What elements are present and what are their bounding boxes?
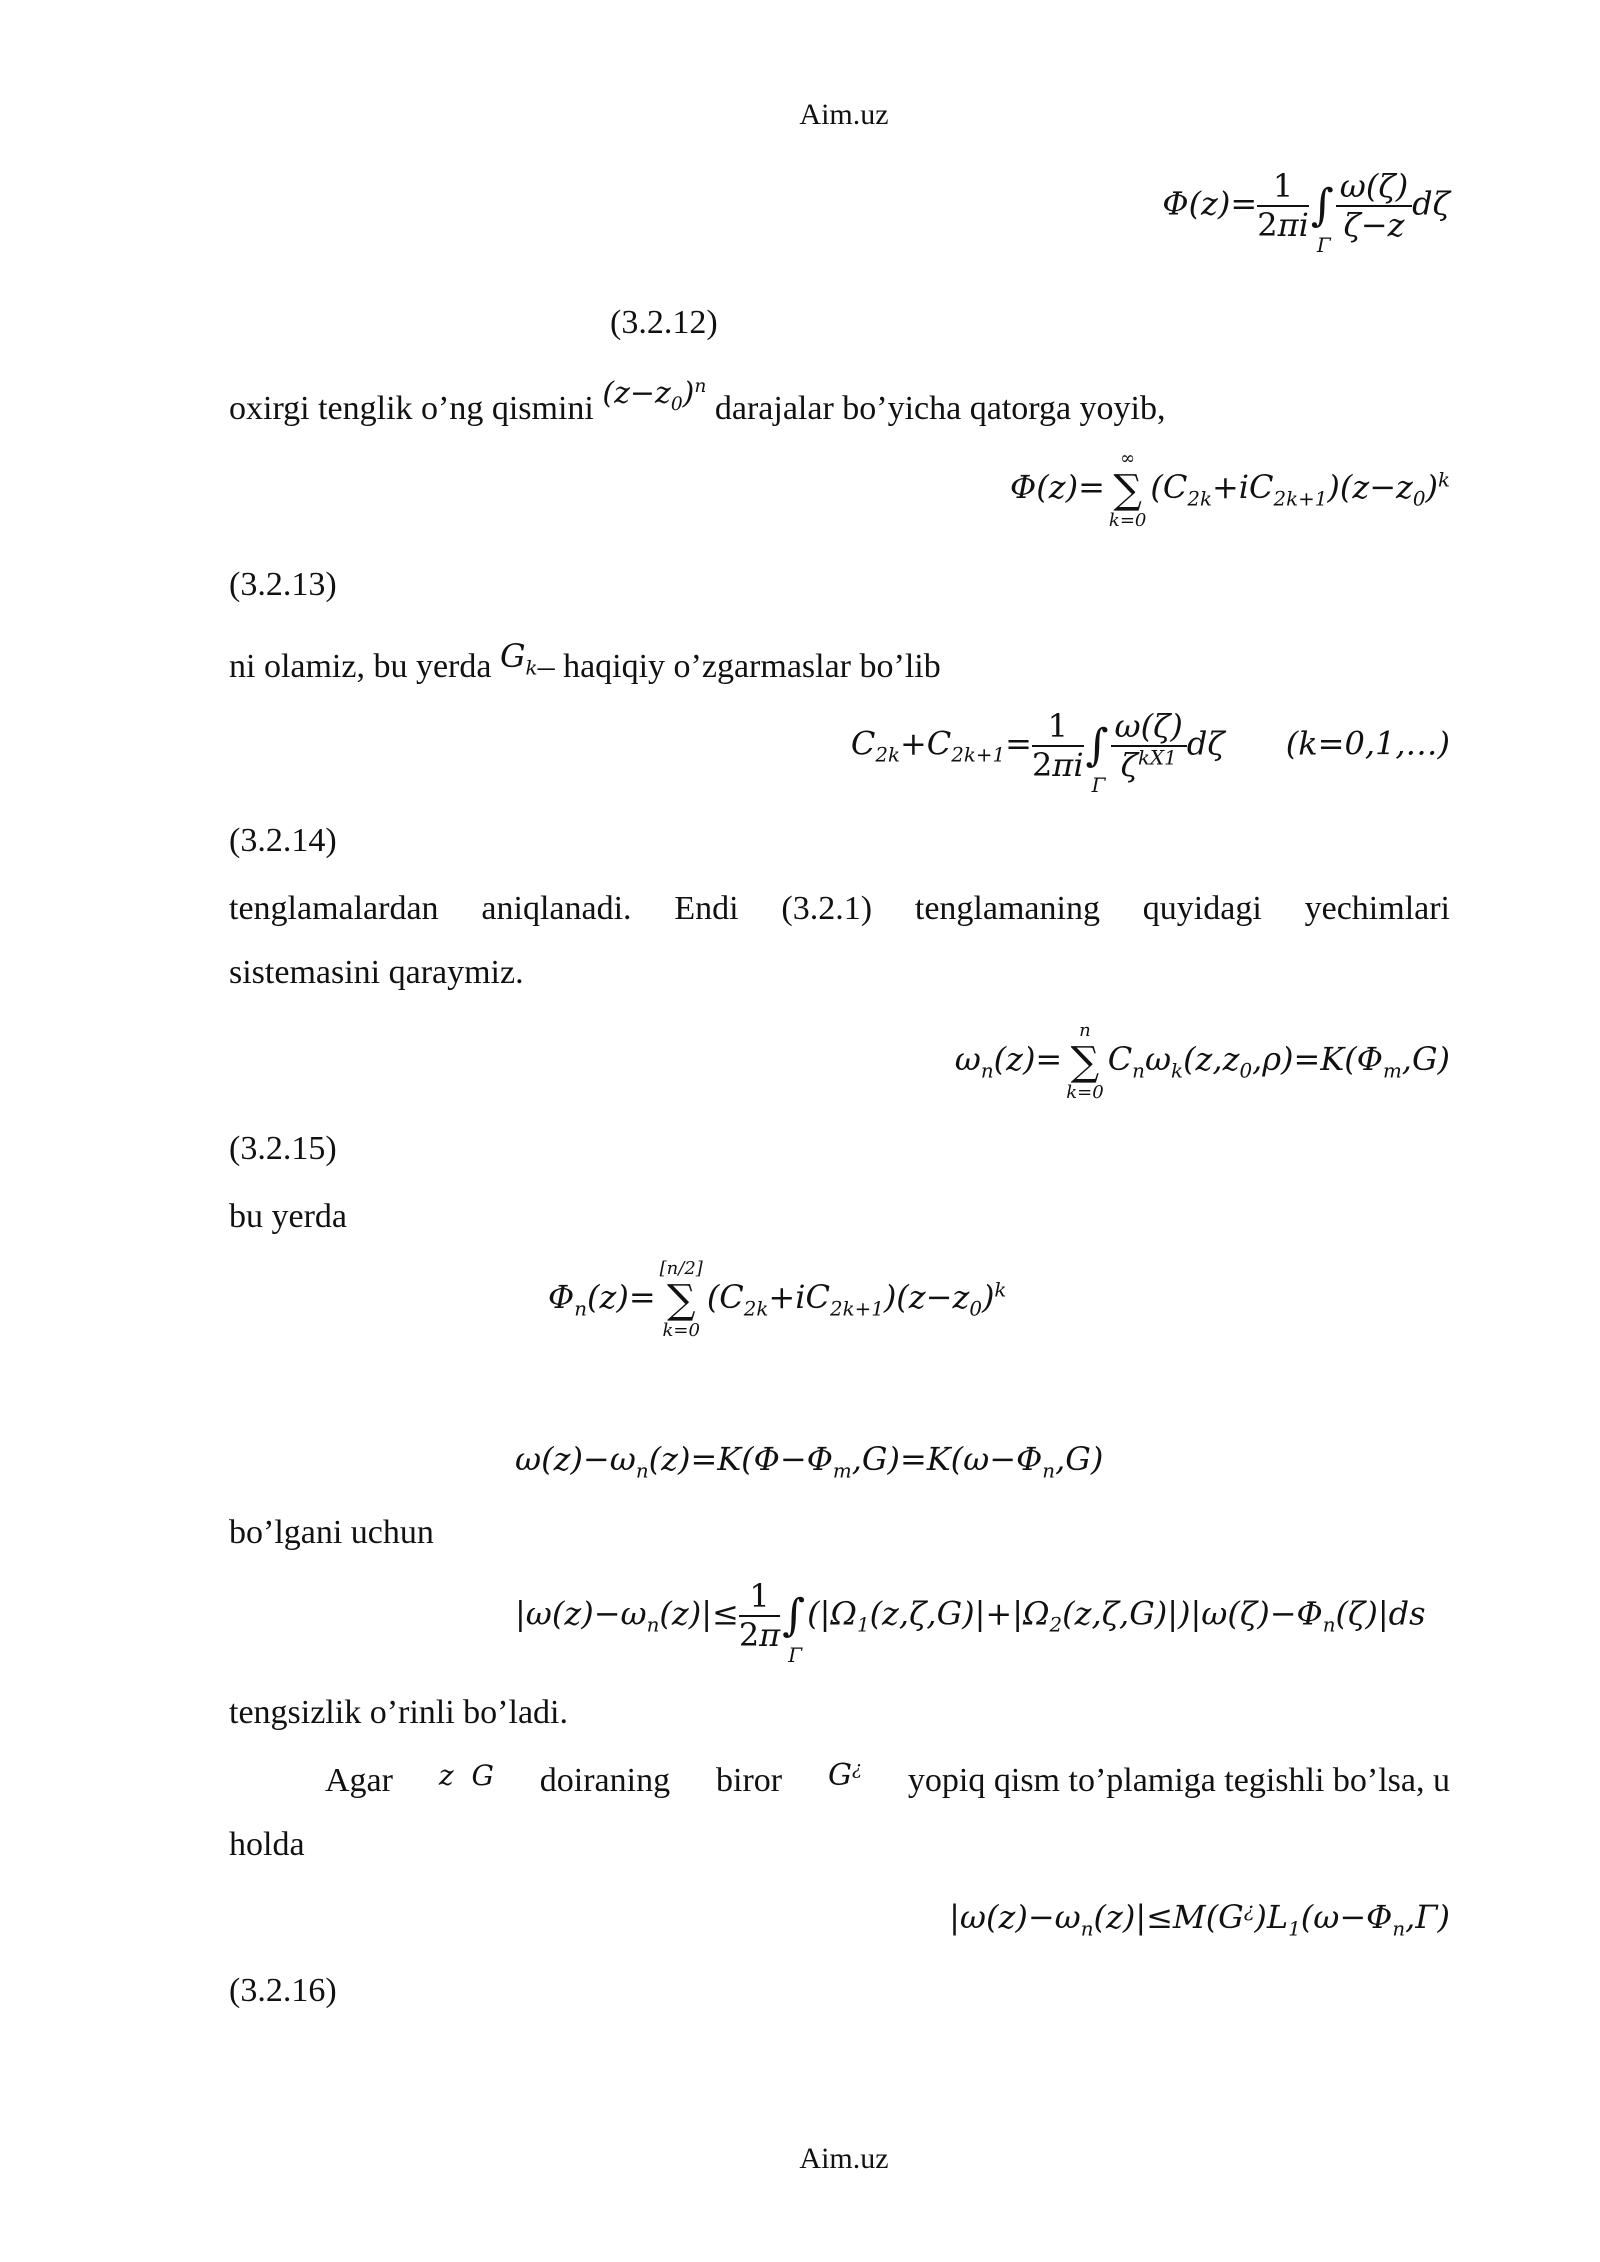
paragraph: bo’lgani uchun: [229, 1514, 434, 1551]
paragraph-line: tenglamalardan aniqlanadi. Endi (3.2.1) tenglamaning quyidagi yechimlari: [229, 890, 1450, 927]
paragraph: [229, 376, 1166, 433]
paragraph: bu yerda: [229, 1198, 348, 1235]
text-run: yopiq qism to’plamiga tegishli bo’lsa, u: [907, 1762, 1450, 1799]
inline-formula: G¿: [828, 1758, 862, 1793]
formula-phi-n: $\Phi_n(z)=$ [n/2] ∑ k=0 $(C_{2k}+iC_{2k+1})(z-z_0)^k$: [548, 1258, 1007, 1341]
equation-number: (3.2.13): [229, 566, 337, 603]
formula-inequality: $|\omega(z)-\omega_n(z)|\le$ $\frac{1}{2\pi}$ ∫ Γ $(|\Omega_1(z,\zeta,G)|+|\Omega_2(z,\zeta,G)|)|\omega(\zeta)-\Phi_n(\zeta)|ds$: [515, 1577, 1426, 1668]
text-run: oxirgi tenglik o’ng qismini: [229, 390, 603, 427]
formula-estimate: $|\omega(z)-\omega_n(z)|\le M(G^¿)L_1(\omega-\Phi_n,\Gamma)$: [949, 1898, 1450, 1941]
formula-cauchy-integral: Φ(z)= $\frac{1}{2\pi i}$ ∫ Γ $\frac{\omega(\zeta)}{\zeta-z}$ dζ: [1162, 167, 1450, 258]
page-footer: Aim.uz: [799, 2142, 889, 2175]
inline-formula: $(z-z_0)^n$: [602, 376, 707, 415]
inline-formula: $G_k$: [499, 637, 538, 680]
text-run: doiraning: [539, 1762, 671, 1799]
formula-series-expansion: Φ(z)= ∞ ∑ k=0 $(C_{2k}+iC_{2k+1})(z-z_0)^k$: [1010, 448, 1450, 531]
paragraph: tengsizlik o’rinli bo’ladi.: [229, 1694, 568, 1731]
equation-number: (3.2.12): [610, 304, 718, 341]
equation-number: (3.2.14): [229, 822, 337, 859]
text-run: darajalar bo’yicha qatorga yoyib,: [706, 390, 1166, 427]
equation-number: (3.2.15): [229, 1130, 337, 1167]
paragraph-line: sistemasini qaraymiz.: [229, 954, 524, 991]
paragraph-line: holda: [229, 1826, 305, 1863]
page-header: Aim.uz: [799, 98, 889, 131]
equation-number: (3.2.16): [229, 1972, 337, 2009]
text-run: – haqiqiy o’zgarmaslar bo’lib: [537, 648, 941, 685]
formula-solution-system: $\omega_n(z)=$ n ∑ k=0 $C_n\omega_k(z,z_0,\rho)=K(\Phi_m,G)$: [954, 1020, 1450, 1103]
text-run: ni olamiz, bu yerda: [229, 648, 500, 685]
paragraph: [229, 637, 941, 692]
inline-formula: z G: [438, 1759, 494, 1792]
text-run: biror: [716, 1762, 783, 1799]
formula-coefficients: $C_{2k}+C_{2k+1}=$ $\frac{1}{2\pi i}$ ∫ Γ $\frac{\omega(\zeta)}{\zeta^{kX1}}$ dζ (k=0,1,…): [850, 707, 1450, 798]
paragraph-line: [325, 1758, 1450, 1804]
text-run: Agar: [325, 1762, 393, 1799]
formula-difference: $\omega(z)-\omega_n(z)=K(\Phi-\Phi_m,G)=K(\omega-\Phi_n,G)$: [515, 1440, 1104, 1483]
